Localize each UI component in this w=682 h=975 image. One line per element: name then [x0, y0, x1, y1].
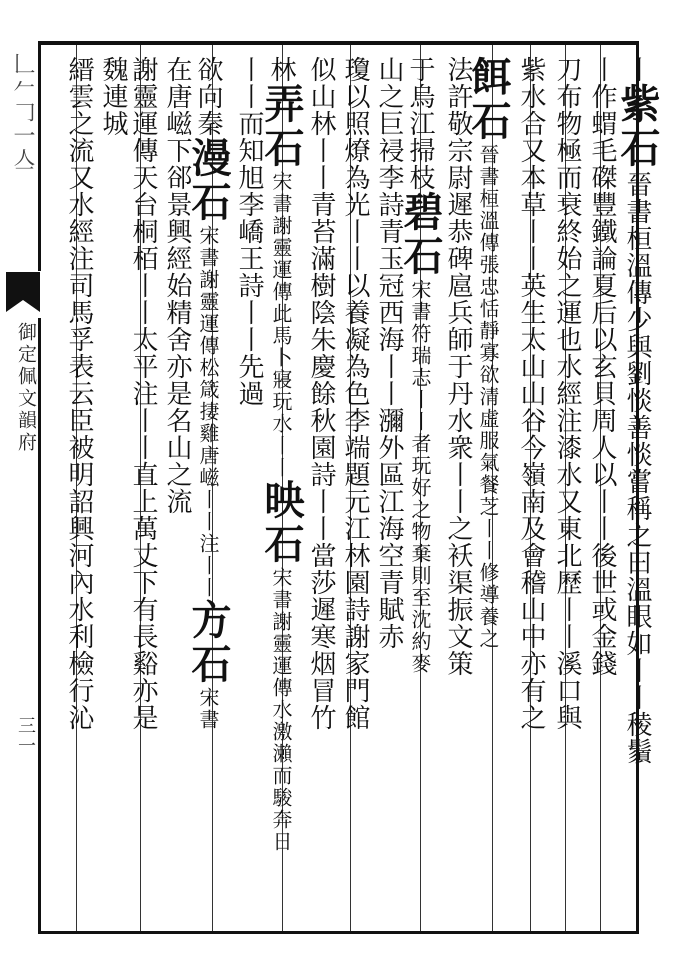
- margin-title: 𠃊𠂉𠃌一亼: [10, 52, 35, 172]
- entry-headword: 方石: [185, 599, 232, 687]
- entry-headword: 餌石: [465, 56, 512, 144]
- entry-text: 在唐嵫下郤景興經始精舍亦是名山之流: [162, 56, 192, 515]
- entry-text: 宋書: [196, 687, 220, 731]
- entry-text: 刀布物極而衰終始之運也水經注漆水又東北歷丨丨溪口與: [552, 56, 582, 731]
- text-column: [46, 56, 96, 928]
- entry-text: 晉書桓溫傳張忠恬靜寡欲清虛服氣餐芝丨丨修導養之: [476, 144, 500, 650]
- entry-headword: 漫石: [185, 137, 232, 225]
- entry-text: 紫水合又本草丨丨英生太山山谷今嶺南及會稽山中亦有之: [516, 56, 546, 731]
- entry-text: 林: [266, 56, 296, 83]
- entry-text: 宋書謝靈運傳此馬卜寢玩水丨丨: [269, 171, 293, 479]
- entry-text: 宋書謝靈運傳松箴捿雞唐嵫丨丨注丨丨: [196, 225, 220, 599]
- text-column: [498, 56, 548, 928]
- entry-text: 山之巨祲: [374, 56, 404, 164]
- entry-text: 晉書桓溫傳少與劉惔善惔嘗稱之曰溫眼如丨丨稜鬚: [622, 171, 652, 765]
- margin-leaf-number: 三一: [15, 716, 36, 756]
- entry-text: 李詩青玉冠西海丨丨瀰外區江海空青賦赤: [374, 164, 404, 650]
- entry-text: 丨: [587, 56, 617, 83]
- entry-text: 宋書謝靈運傳水激瀨而駿奔日: [269, 567, 293, 853]
- entry-text: 謝靈運傳天台桐栢丨丨太平注丨丨直上萬丈下有長谿亦是: [128, 56, 158, 731]
- entry-text: 丨: [622, 56, 652, 83]
- frame-left-border-lower: [38, 318, 41, 934]
- frame-bottom-border: [38, 931, 638, 934]
- entry-text: 瓊以照燎為光丨丨以養凝為色李端題元江林園詩謝家門館: [340, 56, 370, 731]
- entry-headword: 碧石: [397, 191, 444, 279]
- frame-left-border-upper: [38, 41, 41, 271]
- entry-text: 作蝟毛磔: [587, 83, 617, 191]
- entry-headword: 映石: [258, 479, 305, 567]
- entry-text: 法許敬宗尉遲恭碑扈兵師于丹水衆丨丨之袄渠振文策: [443, 56, 473, 677]
- entry-text: 丨丨而知旭李嶠王詩丨丨先過: [234, 56, 264, 407]
- entry-headword: 弄石: [258, 83, 305, 171]
- entry-text: 縉雲之流又水經注司馬孚表云臣被明詔興河內水利檢行沁: [64, 56, 94, 731]
- entry-text: 魏連城: [98, 56, 128, 137]
- entry-text: 欲向秦: [193, 56, 223, 137]
- entry-headword: 紫石: [614, 83, 661, 171]
- entry-text: 宋書符瑞志丨丨者玩好之物棄則至沈約麥: [408, 279, 432, 675]
- frame-top-border: [38, 41, 638, 45]
- entry-text: 于烏江掃枝: [405, 56, 435, 191]
- entry-text: 豐鐵論夏后以玄貝周人以丨丨後世或金錢: [587, 191, 617, 677]
- margin-book-name: 御定佩文韻府: [15, 322, 37, 454]
- entry-text: 似山林丨丨青苔滿樹陰朱慶餘秋園詩丨丨當莎遲寒烟冒竹: [306, 56, 336, 731]
